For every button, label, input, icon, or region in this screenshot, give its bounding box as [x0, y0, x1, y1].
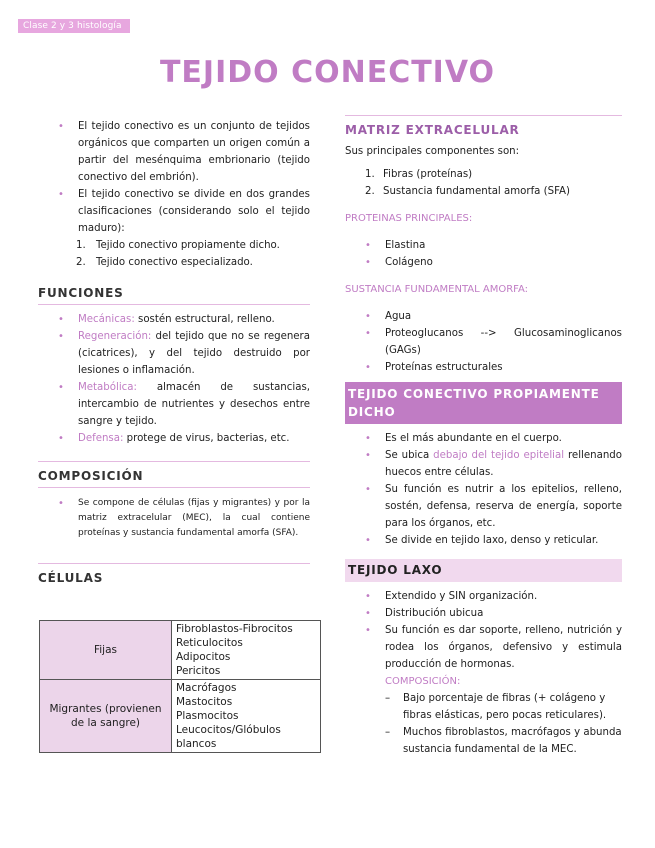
funciones-list	[38, 311, 310, 447]
propiamente-item	[345, 447, 622, 481]
propiamente-text: rellenando huecos entre células.	[385, 450, 622, 478]
cell-type-label: Fijas	[40, 621, 172, 680]
table-row	[40, 680, 321, 753]
cell-item: Reticulocitos	[176, 637, 243, 649]
matriz-numbered-item: 2. Sustancia fundamental amorfa (SFA)	[365, 186, 570, 197]
matriz-intro: Sus principales componentes son:	[345, 146, 520, 157]
sfa-item: • Proteoglucanos --> Glucosaminoglicanos (GAGs)	[345, 325, 622, 359]
left-column	[38, 118, 310, 587]
propiamente-item: • Es el más abundante en el cuerpo.	[345, 430, 622, 447]
funcion-key: Regeneración:	[78, 331, 152, 342]
funciones-heading: FUNCIONES	[38, 285, 310, 305]
funcion-text: sostén estructural, relleno.	[134, 314, 275, 325]
proteinas-list	[345, 237, 622, 271]
sfa-item: • Agua	[345, 308, 622, 325]
cell-item: Mastocitos	[176, 696, 233, 708]
numbered-item-text: Tejido conectivo especializado.	[96, 257, 253, 268]
matriz-heading: MATRIZ EXTRACELULAR	[345, 115, 622, 139]
laxo-item: • Distribución ubicua	[345, 605, 622, 622]
laxo-composicion-heading: COMPOSICIÓN:	[385, 676, 461, 687]
funcion-text: protege de virus, bacterias, etc.	[123, 433, 290, 444]
composicion-list	[38, 496, 310, 541]
sfa-heading: SUSTANCIA FUNDAMENTAL AMORFA:	[345, 284, 529, 295]
cell-item: Macrófagos	[176, 682, 237, 694]
sfa-list	[345, 308, 622, 376]
intro-bullet: • El tejido conectivo es un conjunto de tejidos orgánicos que comparten un origen común a partir del mesénquima embrionario (tejido conectivo del embrión).	[38, 118, 310, 186]
cell-list	[172, 621, 321, 680]
funcion-key: Mecánicas:	[78, 314, 135, 325]
funcion-key: Defensa:	[78, 433, 124, 444]
numbered-item-text: Sustancia fundamental amorfa (SFA)	[383, 186, 570, 197]
matriz-numbered-item: 1. Fibras (proteínas)	[365, 169, 473, 180]
proteinas-heading: PROTEINAS PRINCIPALES:	[345, 213, 473, 224]
funcion-key: Metabólica:	[78, 382, 137, 393]
cell-item: Fibroblastos-Fibrocitos	[176, 623, 293, 635]
class-tag: Clase 2 y 3 histología	[18, 19, 130, 33]
laxo-item: • Su función es dar soporte, relleno, nutrición y rodea los órganos, defensivo y estimula producción de hormonas.	[345, 622, 622, 673]
proteina-item: • Colágeno	[345, 254, 622, 271]
numbered-item-text: Fibras (proteínas)	[383, 169, 473, 180]
propiamente-keyword: debajo del tejido epitelial	[433, 450, 565, 461]
celulas-table	[39, 620, 321, 753]
propiamente-item: • Se divide en tejido laxo, denso y reticular.	[345, 532, 622, 549]
cell-item: Pericitos	[176, 665, 221, 677]
cell-item: Leucocitos/Glóbulos blancos	[176, 724, 281, 750]
composicion-heading: COMPOSICIÓN	[38, 461, 310, 488]
intro-bullet: • El tejido conectivo se divide en dos grandes clasificaciones (considerando solo el tejido maduro):	[38, 186, 310, 237]
page-title: TEJIDO CONECTIVO	[159, 55, 496, 90]
intro-numbered-item: 2. Tejido conectivo especializado.	[76, 257, 253, 268]
proteina-item: • Elastina	[345, 237, 622, 254]
propiamente-heading: TEJIDO CONECTIVO PROPIAMENTE DICHO	[345, 382, 622, 424]
cell-item: Adipocitos	[176, 651, 231, 663]
funcion-item	[38, 328, 310, 379]
laxo-item: • Extendido y SIN organización.	[345, 588, 622, 605]
intro-numbered-item: 1. Tejido conectivo propiamente dicho.	[76, 240, 280, 251]
cell-type-label: Migrantes (provienen de la sangre)	[40, 680, 172, 753]
laxo-composicion-item: – Bajo porcentaje de fibras (+ colágeno y fibras elásticas, pero pocas reticulares).	[345, 690, 622, 724]
cell-item: Plasmocitos	[176, 710, 239, 722]
propiamente-list	[345, 430, 622, 549]
celulas-heading: CÉLULAS	[38, 563, 310, 587]
laxo-composicion-list	[345, 690, 622, 758]
propiamente-item: • Su función es nutrir a los epitelios, relleno, sostén, defensa, reserva de energía, soporte para los órganos, etc.	[345, 481, 622, 532]
laxo-heading: TEJIDO LAXO	[345, 559, 622, 582]
propiamente-text: Se ubica	[385, 450, 434, 461]
cell-list	[172, 680, 321, 753]
laxo-composicion-item: – Muchos fibroblastos, macrófagos y abunda sustancia fundamental de la MEC.	[345, 724, 622, 758]
funcion-text: almacén de sustancias, intercambio de nutrientes y desechos entre sangre y tejido.	[78, 382, 310, 427]
funcion-item	[38, 311, 310, 328]
table-row	[40, 621, 321, 680]
laxo-list	[345, 588, 622, 673]
intro-list	[38, 118, 310, 237]
matriz-numbered-list	[345, 166, 622, 200]
right-column	[345, 115, 622, 758]
numbered-item-text: Tejido conectivo propiamente dicho.	[96, 240, 280, 251]
funcion-item	[38, 379, 310, 430]
funcion-item	[38, 430, 310, 447]
sfa-item: • Proteínas estructurales	[345, 359, 622, 376]
composicion-text: • Se compone de células (fijas y migrantes) y por la matriz extracelular (MEC), la cual contiene proteínas y sustancia fundamental amorfa (SFA).	[38, 496, 310, 541]
funcion-text: del tejido que no se regenera (cicatrices), y del tejido destruido por lesiones o inflamación.	[78, 331, 310, 376]
intro-numbered-list	[38, 237, 310, 271]
